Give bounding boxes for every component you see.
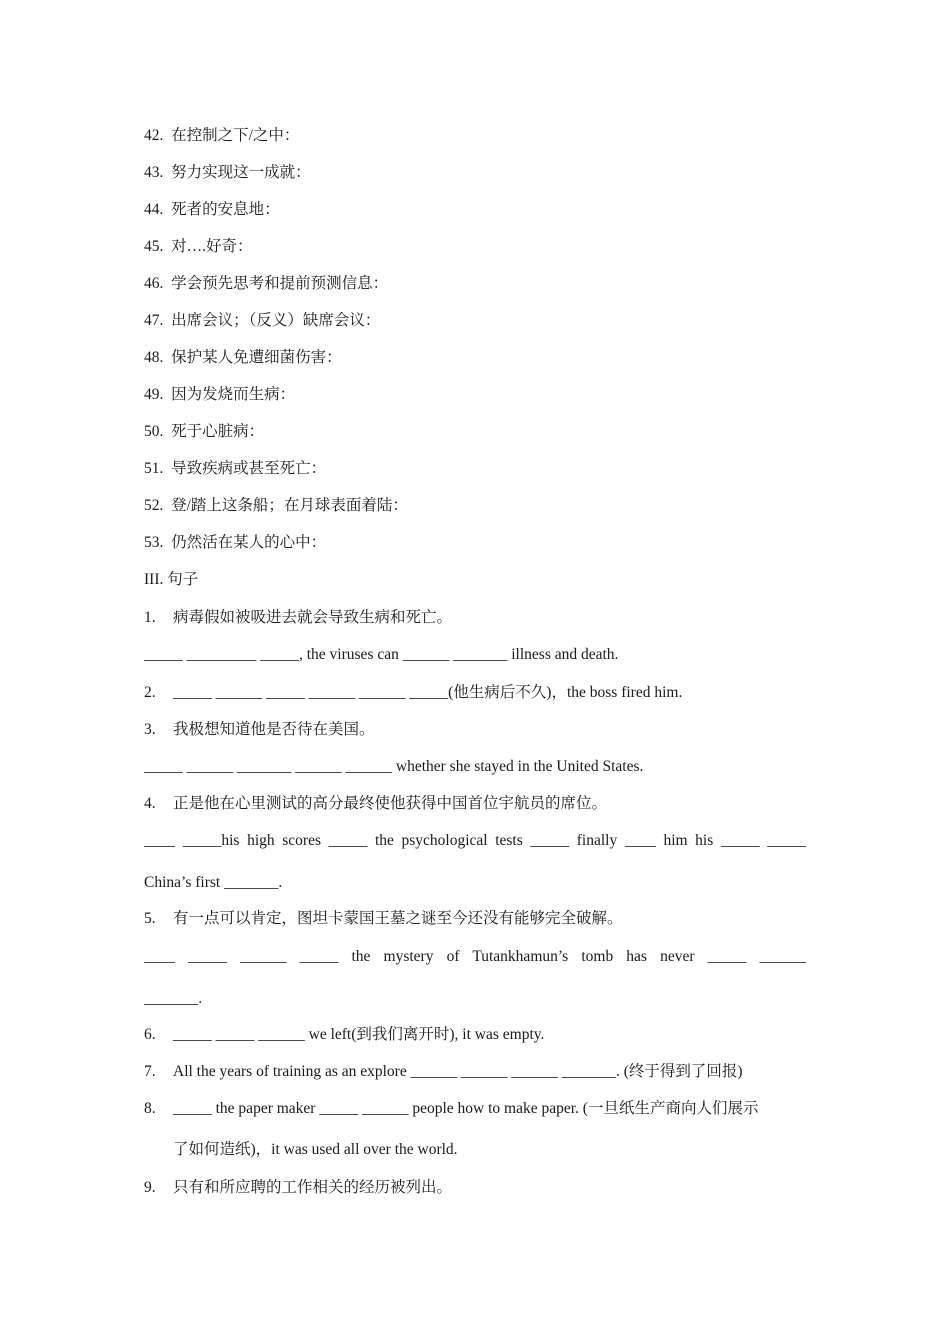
- sentence-prompt: [144, 608, 452, 628]
- item-number: 4.: [144, 795, 156, 812]
- item-number: 8.: [144, 1100, 156, 1117]
- chinese-sentence: 正是他在心里测试的高分最终使他获得中国首位宇航员的席位。: [173, 795, 608, 812]
- item-text: 死于心脏病：: [171, 423, 265, 440]
- item-number: 53.: [144, 534, 164, 551]
- sentence-prompt: [144, 1062, 743, 1082]
- english-blank-line: _____ the paper maker _____ ______ people how to make paper. (一旦纸生产商向人们展示: [173, 1100, 759, 1117]
- phrase-item: [144, 274, 388, 294]
- english-blank-line: ____ _____his high scores _____ the psychological tests _____ finally ____ him his _____ _____: [144, 832, 806, 849]
- item-text: 在控制之下/之中：: [171, 127, 300, 144]
- phrase-item: [144, 200, 280, 220]
- phrase-item: [144, 163, 311, 183]
- phrase-item: [144, 496, 408, 516]
- chinese-sentence: 只有和所应聘的工作相关的经历被列出。: [173, 1179, 453, 1196]
- item-number: 50.: [144, 423, 164, 440]
- phrase-item: [144, 422, 264, 442]
- item-number: 44.: [144, 201, 164, 218]
- english-blank-line: _______.: [144, 990, 203, 1007]
- item-text: 学会预先思考和提前预测信息：: [171, 275, 389, 292]
- phrase-item: [144, 311, 380, 331]
- phrase-item: [144, 237, 253, 257]
- item-number: 51.: [144, 460, 164, 477]
- item-text: 死者的安息地：: [171, 201, 280, 218]
- sentence-prompt: [144, 1025, 544, 1045]
- item-number: 46.: [144, 275, 164, 292]
- sentence-prompt: [144, 720, 375, 740]
- english-blank-line: _____ _____ ______ we left(到我们离开时), it was empty.: [173, 1026, 545, 1043]
- sentence-prompt: [144, 909, 623, 929]
- item-text: 登/踏上这条船；在月球表面着陆：: [171, 497, 408, 514]
- item-number: 47.: [144, 312, 164, 329]
- sentence-prompt: [144, 794, 607, 814]
- item-number: 1.: [144, 609, 156, 626]
- english-blank-line: ____ _____ ______ _____ the mystery of Tutankhamun’s tomb has never _____ ______: [144, 948, 806, 965]
- item-number: 48.: [144, 349, 164, 366]
- chinese-sentence: 病毒假如被吸进去就会导致生病和死亡。: [173, 609, 453, 626]
- item-number: 43.: [144, 164, 164, 181]
- item-text: 导致疾病或甚至死亡：: [171, 460, 327, 477]
- phrase-item: [144, 126, 299, 146]
- item-text: 对….好奇：: [171, 238, 253, 255]
- sentence-prompt: [144, 683, 682, 703]
- english-blank-line: 了如何造纸)，it was used all over the world.: [173, 1141, 458, 1158]
- item-text: 保护某人免遭细菌伤害：: [171, 349, 342, 366]
- item-text: 仍然活在某人的心中：: [171, 534, 327, 551]
- chinese-sentence: 有一点可以肯定，图坦卡蒙国王墓之谜至今还没有能够完全破解。: [173, 910, 623, 927]
- chinese-sentence: 我极想知道他是否待在美国。: [173, 721, 375, 738]
- item-number: 6.: [144, 1026, 156, 1043]
- phrase-item: [144, 385, 295, 405]
- sentence-prompt: [144, 1099, 758, 1119]
- phrase-item: [144, 459, 326, 479]
- phrase-item: [144, 533, 326, 553]
- item-number: 7.: [144, 1063, 156, 1080]
- item-number: 2.: [144, 684, 156, 701]
- item-number: 9.: [144, 1179, 156, 1196]
- english-blank-line: _____ _________ _____, the viruses can ______ _______ illness and death.: [144, 646, 619, 663]
- item-text: 努力实现这一成就：: [171, 164, 311, 181]
- english-blank-line: _____ ______ _______ ______ ______ whether she stayed in the United States.: [144, 758, 644, 775]
- sentence-prompt: [144, 1178, 452, 1198]
- english-blank-line: All the years of training as an explore ______ ______ ______ _______. (终于得到了回报): [173, 1063, 743, 1080]
- phrase-item: [144, 348, 342, 368]
- section-title: III. 句子: [144, 571, 199, 588]
- item-number: 49.: [144, 386, 164, 403]
- item-number: 42.: [144, 127, 164, 144]
- item-text: 出席会议；（反义）缺席会议：: [171, 312, 381, 329]
- item-number: 45.: [144, 238, 164, 255]
- english-blank-line: China’s first _______.: [144, 874, 283, 891]
- item-number: 5.: [144, 910, 156, 927]
- item-number: 3.: [144, 721, 156, 738]
- item-number: 52.: [144, 497, 164, 514]
- item-text: 因为发烧而生病：: [171, 386, 296, 403]
- english-blank-line: _____ ______ _____ ______ ______ _____(他生病后不久)，the boss fired him.: [173, 684, 683, 701]
